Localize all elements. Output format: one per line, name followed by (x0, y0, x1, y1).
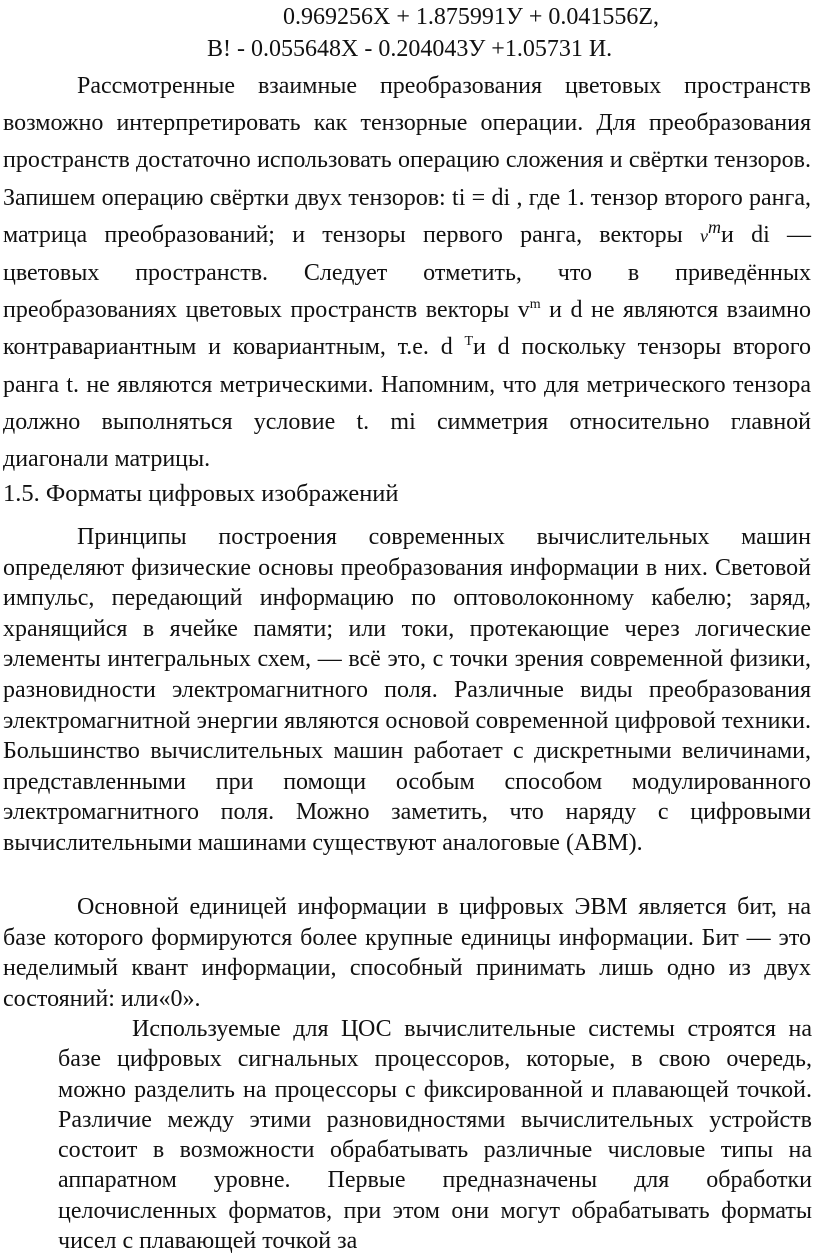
formula-line-1: 0.969256Х + 1.875991У + 0.041556Z, (283, 4, 660, 30)
section-heading: 1.5. Форматы цифровых изображений (3, 480, 399, 507)
paragraph-text: Рассмотренные взаимные преобразования цветовых пространств возможно интерпретировать как тензорные операции. Для преобразования пространств достаточно использовать операцию сложения и свёртки тензоров. Запишем операцию свёртки двух тензоров: ti = di , где 1. тензор второго ранга, матрица преобразований; и тензоры первого ранга, векторы (3, 73, 811, 248)
paragraph-text: и di — цветовых пространств. Следует отметить, что в приведённых преобразованиях цветовых пространств векторы v (3, 221, 812, 324)
paragraph-computing-principles (3, 522, 811, 859)
paragraph-text: и d поскольку тензоры второго ранга t. не являются метрическими. Напомним, что для метрического тензора должно выполняться условие t. mi симметрия относительно главной диагонали матрицы. (3, 334, 811, 473)
vector-superscript: m (529, 297, 541, 313)
paragraph-text: Основной единицей информации в цифровых ЭВМ является бит, на базе которого формируются более крупные единицы информации. Бит — это неделимый квант информации, способный принимать лишь одно из двух состояний: или«0». (3, 894, 811, 1012)
paragraph-text: Используемые для ЦОС вычислительные системы строятся на базе цифровых сигнальных процессоров, которые, в свою очередь, можно разделить на процессоры с фиксированной и плавающей точкой. Различие между этими разновидностями вычислительных устройств состоит в возможности обрабатывать различные числовые типы на аппаратном уровне. Первые предназначены для обработки целочисленных форматов, при этом они могут обрабатывать форматы чисел с плавающей точкой за (58, 1016, 812, 1255)
paragraph-bit-definition (3, 892, 811, 1014)
vector-symbol: v (700, 225, 709, 246)
transpose-superscript: T (464, 334, 474, 350)
paragraph-text: и d не являются взаимно контравариантным и ковариантным, т.е. d (3, 297, 811, 361)
paragraph-text: Принципы построения современных вычислительных машин определяют физические основы преобразования информации в них. Световой импульс, передающий информацию по оптоволоконному кабелю; заряд, хранящийся в ячейке памяти; или токи, протекающие через логические элементы интегральных схем, — всё это, с точки зрения современной физики, разновидности электромагнитного поля. Различные виды преобразования электромагнитной энергии являются основой современной цифровой техники. Большинство вычислительных машин работает с дискретными величинами, представленными при помощи особым способом модулированного электромагнитного поля. Можно заметить, что наряду с цифровыми вычислительными машинами существуют аналоговые (АВМ). (3, 524, 811, 856)
vector-superscript: m (708, 216, 722, 237)
paragraph-tensor-operations (3, 68, 811, 478)
paragraph-dsp-processors (58, 1014, 812, 1256)
formula-line-2: В! - 0.055648Х - 0.204043У +1.05731 И. (207, 36, 613, 62)
